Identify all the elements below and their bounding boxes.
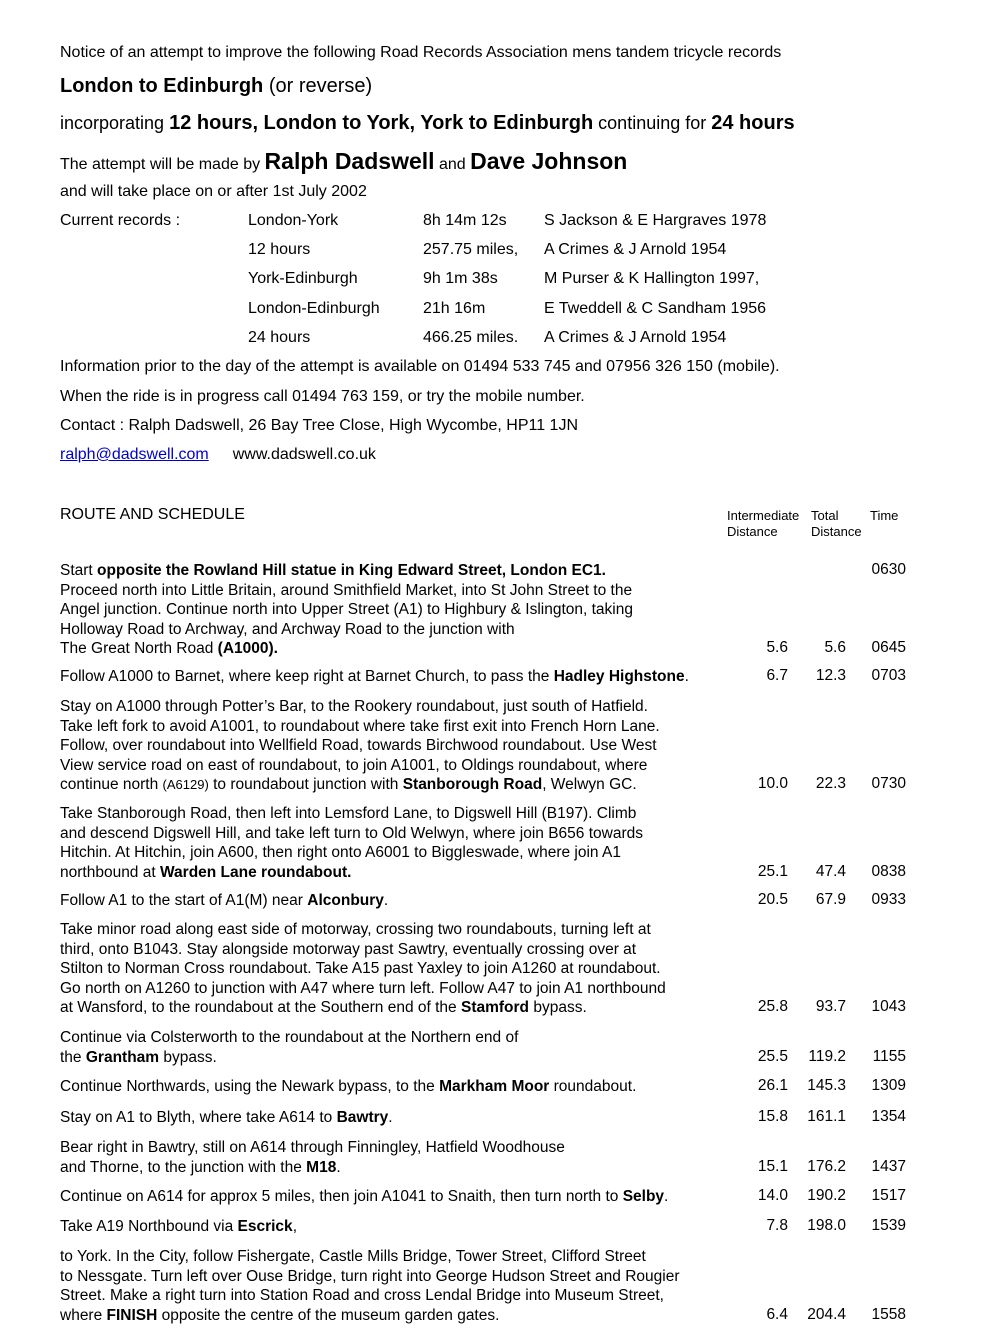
segment-line [60, 1306, 750, 1326]
segment-line [60, 1187, 750, 1207]
route-text: Continue via Colsterworth to the roundabout at the Northern end of [60, 1029, 519, 1046]
incorporating-line [60, 112, 795, 135]
record-value: 466.25 miles. [423, 328, 519, 346]
info-prior: Information prior to the day of the attempt is available on 01494 533 745 and 07956 326 150 (mobile). [60, 358, 780, 375]
route-text: Continue Northwards, using the Newark bypass, to the [60, 1078, 440, 1095]
segment-time: 1043 [871, 998, 906, 1015]
route-segment [60, 1028, 750, 1067]
record-event: 12 hours [248, 241, 311, 259]
segment-time: 0703 [871, 667, 906, 684]
route-segment [60, 697, 750, 795]
col-intermediate-header [727, 508, 799, 540]
segment-total: 119.2 [808, 1047, 846, 1065]
segment-time: 0730 [871, 775, 906, 792]
route-segment [60, 1138, 750, 1177]
links-line [60, 446, 376, 464]
route-text: Stilton to Norman Cross roundabout. Take A15 past Yaxley to join A1260 at roundabout. [60, 960, 661, 977]
route-text: Hitchin. At Hitchin, join A600, then right onto A6001 to Biggleswade, where join A1 [60, 844, 621, 861]
route-text: bypass. [529, 999, 587, 1016]
route-text: . [383, 892, 389, 909]
rider-2: Dave Johnson [470, 148, 628, 174]
route-segment [60, 804, 750, 882]
segment-total: 12.3 [815, 667, 846, 684]
route-text: View service road on east of roundabout, to join A1001, to Oldings roundabout, where [60, 756, 648, 774]
schedule-title: ROUTE AND SCHEDULE [60, 506, 245, 523]
place-name: (A1000). [213, 640, 278, 657]
col-intermediate-distance: Distance [727, 524, 778, 539]
route-text: Angel junction. Continue north into Upper Street (A1) to Highbury & Islington, taking [60, 601, 633, 618]
segment-line [60, 717, 750, 737]
place-name: Alconbury [307, 892, 384, 909]
segment-inter: 25.8 [757, 998, 788, 1015]
col-time-header: Time [870, 508, 899, 523]
place-name: Warden Lane roundabout. [159, 863, 352, 881]
info-progress: When the ride is in progress call 01494 763 159, or try the mobile number. [60, 388, 585, 405]
segment-line [60, 1158, 750, 1178]
segment-time: 0933 [871, 891, 906, 908]
segment-inter: 25.5 [757, 1047, 788, 1065]
route-text: (A6129) [162, 777, 209, 792]
segment-line [60, 697, 750, 717]
place-name: Escrick [237, 1218, 293, 1235]
segment-line [60, 736, 750, 756]
record-holders: M Purser & K Hallington 1997, [544, 270, 760, 288]
route-segment [60, 1077, 750, 1097]
segment-total: 93.7 [815, 998, 846, 1015]
route-text: , [292, 1218, 297, 1235]
record-value: 21h 16m [423, 299, 486, 317]
segment-line [60, 891, 750, 911]
route-segment [60, 1247, 750, 1325]
segment-line [60, 940, 750, 960]
place-name: Stanborough Road [402, 776, 543, 793]
route-text: Stay on A1000 through Potter’s Bar, to the Rookery roundabout, just south of Hatfield. [60, 698, 648, 715]
segment-line [60, 639, 750, 659]
segment-line [60, 620, 750, 640]
email-link[interactable]: ralph@dadswell.com [60, 446, 209, 463]
place-name: Stamford [460, 999, 530, 1016]
route-text: where [60, 1306, 107, 1324]
record-holders: A Crimes & J Arnold 1954 [544, 328, 727, 346]
segment-inter: 15.1 [757, 1157, 788, 1175]
route-text: third, onto B1043. Stay alongside motorway past Sawtry, eventually crossing over at [60, 940, 637, 958]
incorp-bold-24: 24 hours [711, 112, 795, 134]
segment-inter: 6.7 [766, 667, 788, 684]
record-holders: A Crimes & J Arnold 1954 [544, 241, 727, 259]
route-text: . [664, 1188, 669, 1205]
route-segment [60, 920, 750, 1018]
date-line: and will take place on or after 1st July 2002 [60, 183, 367, 200]
col-total-distance: Distance [811, 524, 862, 539]
attempt-line [60, 148, 627, 175]
segment-line [60, 1077, 750, 1097]
start-time: 0630 [871, 561, 906, 578]
segment-time: 0838 [871, 862, 906, 880]
route-text: Street. Make a right turn into Station Road and cross Lendal Bridge into Museum Street, [60, 1287, 664, 1304]
notice-line: Notice of an attempt to improve the following Road Records Association mens tandem tricycle records [60, 44, 782, 61]
route-text: and descend Digswell Hill, and take left turn to Old Welwyn, where join B656 towards [60, 824, 643, 842]
route-text: at Wansford, to the roundabout at the Southern end of the [60, 999, 461, 1016]
segment-total: 198.0 [807, 1217, 846, 1234]
route-segment [60, 1108, 750, 1128]
place-name: Markham Moor [439, 1078, 550, 1095]
col-total-header [811, 508, 862, 540]
route-text: Follow A1000 to Barnet, where keep right at Barnet Church, to pass the [60, 668, 554, 685]
segment-total: 47.4 [815, 862, 846, 880]
segment-inter: 5.6 [766, 639, 788, 656]
segment-time: 1558 [871, 1305, 906, 1323]
segment-time: 0645 [871, 639, 906, 656]
segment-line [60, 1108, 750, 1128]
route-text: and Thorne, to the junction with the [60, 1158, 307, 1176]
website-text: www.dadswell.co.uk [232, 446, 376, 463]
route-text: The Great North Road [60, 640, 214, 657]
route-text: to Nessgate. Turn left over Ouse Bridge, turn right into George Hudson Street and Rougier [60, 1267, 680, 1285]
route-text: Go north on A1260 to junction with A47 where turn left. Follow A47 to join A1 northbound [60, 979, 666, 997]
records-label: Current records : [60, 212, 181, 229]
segment-line [60, 1048, 750, 1068]
route-text: Stay on A1 to Blyth, where take A614 to [60, 1109, 337, 1126]
segment-line [60, 561, 750, 581]
title-bold: London to Edinburgh [60, 75, 264, 97]
segment-line [60, 1138, 750, 1158]
segment-line [60, 600, 750, 620]
record-event: 24 hours [248, 328, 311, 346]
route-text: Bear right in Bawtry, still on A614 through Finningley, Hatfield Woodhouse [60, 1139, 565, 1156]
segment-line [60, 1286, 750, 1306]
record-holders: E Tweddell & C Sandham 1956 [544, 299, 767, 317]
route-text: . [336, 1158, 341, 1176]
col-total-label: Total [811, 508, 839, 523]
segment-line [60, 775, 750, 795]
route-text: Continue on A614 for approx 5 miles, then join A1041 to Snaith, then turn north to [60, 1188, 623, 1205]
segment-time: 1517 [871, 1187, 906, 1204]
segment-line [60, 804, 750, 824]
route-segment [60, 561, 750, 659]
route-text: to York. In the City, follow Fishergate, Castle Mills Bridge, Tower Street, Clifford Street [60, 1248, 646, 1265]
contact-line: Contact : Ralph Dadswell, 26 Bay Tree Close, High Wycombe, HP11 1JN [60, 417, 579, 434]
route-text: Take Stanborough Road, then left into Lemsford Lane, to Digswell Hill (B197). Climb [60, 805, 637, 822]
route-segment [60, 667, 750, 687]
route-text: the [60, 1048, 86, 1066]
segment-line [60, 1247, 750, 1267]
route-text: opposite the centre of the museum garden gates. [157, 1306, 500, 1324]
route-text: Proceed north into Little Britain, around Smithfield Market, into St John Street to the [60, 581, 633, 599]
route-text: , Welwyn GC. [542, 776, 637, 793]
segment-total: 176.2 [807, 1157, 846, 1175]
segment-line [60, 843, 750, 863]
segment-line [60, 756, 750, 776]
incorp-bold: 12 hours, London to York, York to Edinburgh [169, 112, 594, 134]
place-name: FINISH [106, 1306, 158, 1324]
route-text: continue north [60, 776, 163, 793]
route-text: Take minor road along east side of motorway, crossing two roundabouts, turning left at [60, 921, 651, 938]
segment-total: 190.2 [807, 1187, 846, 1204]
route-segment [60, 891, 750, 911]
segment-line [60, 920, 750, 940]
record-value: 9h 1m 38s [423, 270, 498, 288]
place-name: Grantham [85, 1048, 160, 1066]
segment-line [60, 581, 750, 601]
route-text: Follow A1 to the start of A1(M) near [60, 892, 308, 909]
route-text: . [388, 1109, 393, 1126]
segment-total: 22.3 [815, 775, 846, 792]
segment-time: 1539 [871, 1217, 906, 1234]
record-event: London-Edinburgh [248, 299, 380, 317]
place-name: Hadley Highstone [553, 668, 685, 685]
segment-line [60, 998, 750, 1018]
segment-line [60, 1217, 750, 1237]
rider-1: Ralph Dadswell [264, 148, 435, 174]
col-intermediate-label: Intermediate [727, 508, 800, 523]
segment-inter: 15.8 [757, 1108, 788, 1125]
attempt-pre: The attempt will be made by [60, 156, 265, 173]
title-rest: (or reverse) [263, 75, 373, 97]
route-segment [60, 1217, 750, 1237]
segment-inter: 7.8 [766, 1217, 788, 1234]
segment-line [60, 1028, 750, 1048]
segment-line [60, 667, 750, 687]
route-text: Holloway Road to Archway, and Archway Road to the junction with [60, 620, 515, 638]
route-segment [60, 1187, 750, 1207]
segment-total: 145.3 [807, 1077, 846, 1094]
segment-time: 1309 [871, 1077, 906, 1094]
document-title [60, 75, 372, 98]
route-text: bypass. [159, 1048, 217, 1066]
record-holders: S Jackson & E Hargraves 1978 [544, 212, 767, 229]
segment-line [60, 863, 750, 883]
record-value: 8h 14m 12s [423, 212, 507, 229]
record-event: York-Edinburgh [248, 270, 358, 288]
segment-line [60, 979, 750, 999]
place-name: Selby [622, 1188, 665, 1205]
place-name: Bawtry [336, 1109, 389, 1126]
segment-total: 5.6 [824, 639, 846, 656]
segment-inter: 25.1 [757, 862, 788, 880]
segment-time: 1354 [871, 1108, 906, 1125]
segment-line [60, 959, 750, 979]
place-name: opposite the Rowland Hill statue in King Edward Street, London EC1. [92, 562, 606, 579]
segment-line [60, 824, 750, 844]
route-text: Start [60, 562, 93, 579]
segment-time: 1155 [872, 1047, 906, 1065]
segment-inter: 20.5 [757, 891, 788, 908]
route-text: to roundabout junction with [208, 776, 403, 793]
segment-total: 161.1 [807, 1108, 846, 1125]
route-text: Take A19 Northbound via [60, 1218, 238, 1235]
attempt-and: and [434, 156, 471, 173]
segment-inter: 6.4 [766, 1305, 788, 1323]
route-text: Follow, over roundabout into Wellfield Road, towards Birchwood roundabout. Use West [60, 737, 657, 754]
segment-total: 67.9 [815, 891, 846, 908]
route-text: . [684, 668, 689, 685]
segment-line [60, 1267, 750, 1287]
incorp-pre: incorporating [60, 113, 170, 133]
segment-total: 204.4 [807, 1305, 846, 1323]
segment-inter: 26.1 [757, 1077, 788, 1094]
record-event: London-York [248, 212, 339, 229]
incorp-mid: continuing for [593, 113, 712, 133]
segment-time: 1437 [871, 1157, 906, 1175]
route-text: Take left fork to avoid A1001, to roundabout where take first exit into French Horn Lane. [60, 717, 660, 735]
route-text: northbound at [60, 863, 160, 881]
route-text: roundabout. [549, 1078, 637, 1095]
record-value: 257.75 miles, [423, 241, 519, 259]
segment-inter: 10.0 [757, 775, 788, 792]
place-name: M18 [306, 1158, 337, 1176]
segment-inter: 14.0 [757, 1187, 788, 1204]
